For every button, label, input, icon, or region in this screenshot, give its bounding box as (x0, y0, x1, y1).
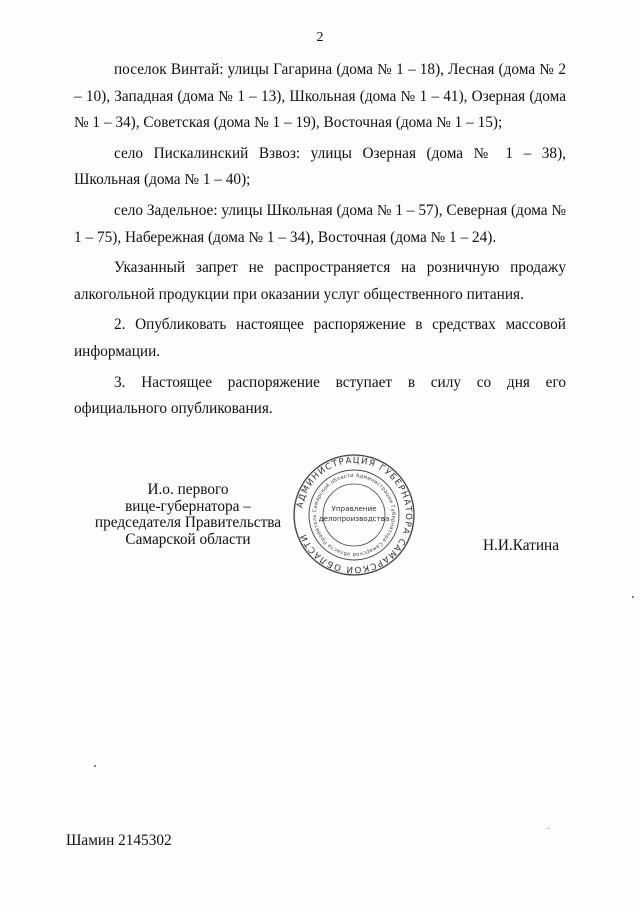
scan-speck (548, 828, 549, 829)
stamp-center-line-1: Управление (331, 504, 377, 513)
executor-footer: Шамин 2145302 (66, 832, 172, 849)
signatory-name: Н.И.Катина (483, 537, 559, 554)
signatory-position-line: председателя Правительства (94, 514, 282, 531)
stamp-outer-text: АДМИНИСТРАЦИЯ ГУБЕРНАТОРА САМАРСКОЙ ОБЛАСТИ (295, 455, 414, 575)
scan-speck (632, 596, 634, 598)
stamp-inner-text: Самарской области Администрации Губернатора Самарской области Правитель (311, 472, 397, 558)
paragraph-item-2: 2. Опубликовать настоящее распоряжение в средствах массовой информации. (74, 316, 566, 360)
scan-speck (94, 765, 96, 767)
paragraph-item-3: 3. Настоящее распоряжение вступает в силу со дня его официального опубликования. (74, 373, 566, 418)
stamp-center-line-2: делопроизводства (318, 514, 390, 523)
paragraph-vintay: поселок Винтай: улицы Гагарина (дома № 1 – 18), Лесная (дома № 2 – 10), Западная (дома № 1 – 13), Школьная (дома № 1 – 41), Озерная (дома № 1 – 34), Советская (дома № 1 – 19), Восточная (дома № 1 – 15); (74, 61, 566, 132)
page-number: 2 (316, 30, 324, 45)
document-body (74, 57, 566, 427)
official-stamp (292, 453, 416, 577)
signatory-position-line: И.о. первого (147, 481, 229, 498)
signatory-position-line: вице-губернатора – (125, 497, 251, 515)
paragraph-exception: Указанный запрет не распространяется на розничную продажу алкогольной продукции при оказании услуг общественного питания. (74, 259, 566, 303)
paragraph-zadelnoe: село Задельное: улицы Школьная (дома № 1 – 57), Северная (дома № 1 – 75), Набережная (дома № 1 – 34), Восточная (дома № 1 – 24). (74, 201, 566, 246)
signatory-position-line: Самарской области (125, 530, 251, 548)
paragraph-piskalinsky-vzvoz: село Пискалинский Взвоз: улицы Озерная (дома № 1 – 38), Школьная (дома № 1 – 40); (74, 144, 566, 189)
signatory-position (88, 482, 288, 548)
